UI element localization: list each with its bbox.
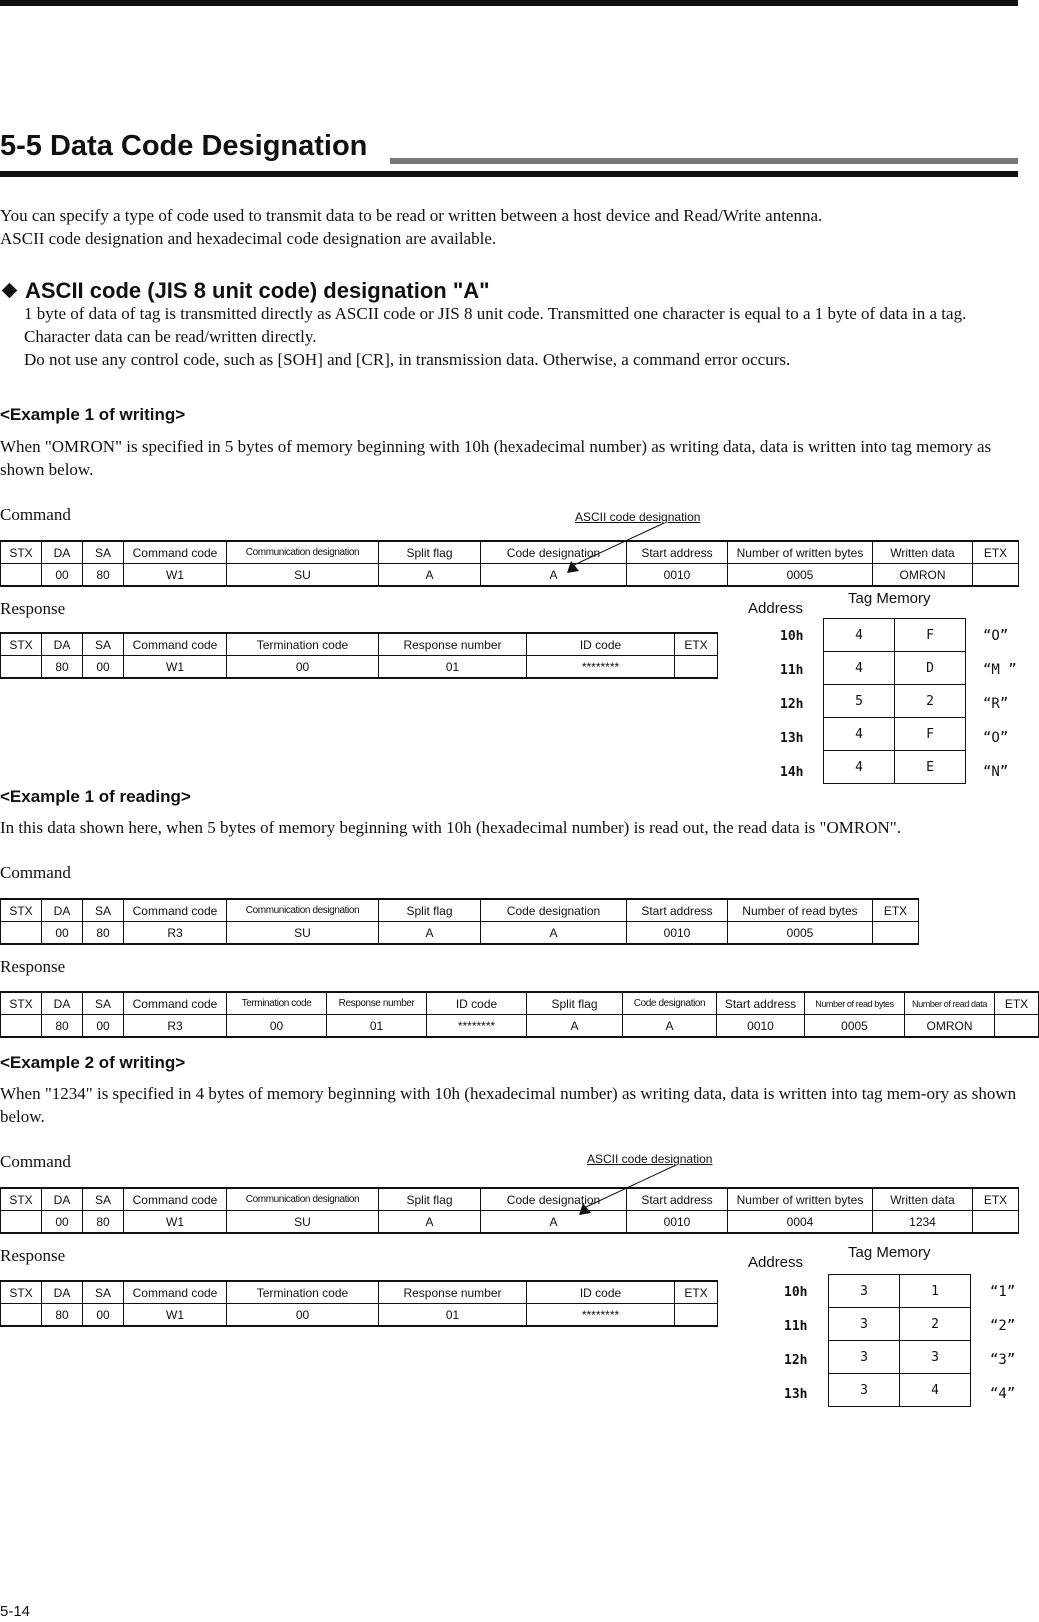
frame-header-cell: Split flag <box>379 899 481 922</box>
tag-char: “2” <box>990 1318 1016 1334</box>
tag-row <box>829 1308 971 1341</box>
frame-header-cell: ID code <box>527 633 675 656</box>
frame-header-cell: Number of read bytes <box>805 992 905 1015</box>
title-rule-thin <box>390 158 1018 164</box>
frame-value-cell: 00 <box>83 656 124 679</box>
ex2-write-title: <Example 2 of writing> <box>0 1053 186 1072</box>
frame-value-cell: 80 <box>42 656 83 679</box>
tag-char: “O” <box>983 628 1009 644</box>
tag-hi-nibble: 3 <box>829 1275 900 1308</box>
tag-row <box>824 718 966 751</box>
ex1-write-desc: When "OMRON" is specified in 5 bytes of memory beginning with 10h (hexadecimal number) as writing data, data is written into tag memory as shown below. <box>0 437 992 479</box>
frame-header-row <box>1 1188 1019 1211</box>
frame-header-cell: Start address <box>627 1188 728 1211</box>
frame-header-cell: ETX <box>995 992 1039 1015</box>
frame-value-cell: 0005 <box>805 1015 905 1038</box>
frame-header-cell: Command code <box>124 1188 227 1211</box>
tag-address: 13h <box>784 1387 808 1402</box>
tag-char: “O” <box>983 730 1009 746</box>
tag-row <box>829 1275 971 1308</box>
ex2-write-desc: When "1234" is specified in 4 bytes of memory beginning with 10h (hexadecimal number) as writing data, data is written into tag mem-ory as shown below. <box>0 1084 1017 1126</box>
ex1-read-response-label: Response <box>0 957 66 976</box>
frame-header-cell: Number of written bytes <box>728 1188 873 1211</box>
tag-address: 10h <box>780 629 804 644</box>
frame-value-cell: OMRON <box>873 564 973 587</box>
tag-address: 10h <box>784 1285 808 1300</box>
frame-header-cell: STX <box>1 633 42 656</box>
frame-value-cell: W1 <box>124 1211 227 1234</box>
frame-value-cell <box>675 1304 718 1327</box>
frame-header-cell: SA <box>83 541 124 564</box>
tag-row <box>829 1341 971 1374</box>
frame-header-cell: DA <box>42 541 83 564</box>
frame-header-cell: ID code <box>427 992 527 1015</box>
frame-value-cell: 80 <box>42 1015 83 1038</box>
frame-value-cell: A <box>481 1211 627 1234</box>
frame-header-cell: STX <box>1 1281 42 1304</box>
tag-address: 11h <box>780 663 804 678</box>
frame-header-cell: SA <box>83 899 124 922</box>
frame-value-cell: 80 <box>83 922 124 945</box>
ascii-para-1: 1 byte of data of tag is transmitted directly as ASCII code or JIS 8 unit code. Transmitted one character is equal to a 1 byte of data in a tag. Character data can be read/written directly. <box>24 304 967 346</box>
frame-header-cell: ETX <box>675 1281 718 1304</box>
frame-header-cell: Split flag <box>379 1188 481 1211</box>
frame-header-cell: Number of written bytes <box>728 541 873 564</box>
frame-value-cell: W1 <box>124 656 227 679</box>
ex1-write-title: <Example 1 of writing> <box>0 405 186 424</box>
frame-header-cell: STX <box>1 541 42 564</box>
frame-header-cell: Command code <box>124 633 227 656</box>
frame-header-cell: Start address <box>627 899 728 922</box>
ex2-write-command-frame <box>0 1187 1019 1234</box>
frame-header-cell: SA <box>83 1188 124 1211</box>
frame-value-cell: ******** <box>527 656 675 679</box>
frame-header-cell: ETX <box>675 633 718 656</box>
tag-hi-nibble: 4 <box>824 751 895 784</box>
tag-row <box>824 751 966 784</box>
frame-value-cell: 0010 <box>627 1211 728 1234</box>
frame-value-row <box>1 922 919 945</box>
frame-value-row <box>1 1211 1019 1234</box>
frame-header-row <box>1 899 919 922</box>
frame-value-cell: 80 <box>83 564 124 587</box>
frame-value-cell <box>1 922 42 945</box>
frame-value-cell: 0005 <box>728 922 873 945</box>
frame-value-cell: A <box>379 564 481 587</box>
frame-value-cell: SU <box>227 1211 379 1234</box>
frame-value-cell: 0005 <box>728 564 873 587</box>
frame-header-row <box>1 1281 718 1304</box>
frame-value-cell: 00 <box>42 564 83 587</box>
frame-value-cell: 80 <box>83 1211 124 1234</box>
frame-value-cell: 0004 <box>728 1211 873 1234</box>
frame-header-cell: Termination code <box>227 633 379 656</box>
ex1-read-title: <Example 1 of reading> <box>0 787 191 806</box>
tag-hi-nibble: 3 <box>829 1341 900 1374</box>
ex1-write-response-frame <box>0 632 718 679</box>
tag-char: “M ” <box>983 662 1017 678</box>
ex1-write-response-label: Response <box>0 599 66 618</box>
ex2-write-response-label: Response <box>0 1246 66 1265</box>
section-title: 5-5 Data Code Designation <box>0 130 368 162</box>
frame-header-cell: DA <box>42 899 83 922</box>
frame-value-cell: OMRON <box>905 1015 995 1038</box>
frame-header-cell: SA <box>83 992 124 1015</box>
frame-value-cell: 00 <box>227 656 379 679</box>
frame-header-cell: Code designation <box>481 1188 627 1211</box>
frame-value-cell: W1 <box>124 1304 227 1327</box>
frame-value-cell <box>973 564 1019 587</box>
frame-value-cell <box>973 1211 1019 1234</box>
frame-value-cell: 01 <box>379 1304 527 1327</box>
frame-value-cell <box>1 1304 42 1327</box>
frame-header-cell: Code designation <box>481 899 627 922</box>
frame-header-cell: DA <box>42 1281 83 1304</box>
title-rule <box>0 171 1018 177</box>
frame-header-cell: DA <box>42 633 83 656</box>
frame-value-cell: ******** <box>427 1015 527 1038</box>
frame-header-row <box>1 633 718 656</box>
frame-value-cell: 00 <box>42 1211 83 1234</box>
frame-header-cell: Communication designation <box>227 541 379 564</box>
tag-row <box>829 1374 971 1407</box>
tag-address: 14h <box>780 765 804 780</box>
ex1-write-command-label: Command <box>0 505 71 524</box>
frame-header-cell: DA <box>42 1188 83 1211</box>
frame-value-cell: 1234 <box>873 1211 973 1234</box>
tag-hi-nibble: 3 <box>829 1374 900 1407</box>
frame-header-cell: ETX <box>973 541 1019 564</box>
frame-value-cell: A <box>527 1015 623 1038</box>
frame-value-cell: R3 <box>124 922 227 945</box>
ex2-write-annotation: ASCII code designation <box>587 1152 713 1166</box>
tag-char: “4” <box>990 1386 1016 1402</box>
tag-address: 12h <box>784 1353 808 1368</box>
frame-value-cell: SU <box>227 922 379 945</box>
frame-value-cell: SU <box>227 564 379 587</box>
ex1-write-command-frame <box>0 540 1019 587</box>
frame-value-cell: 01 <box>379 656 527 679</box>
frame-value-cell: R3 <box>124 1015 227 1038</box>
ex1-address-label: Address <box>748 600 804 617</box>
frame-header-cell: Communication designation <box>227 899 379 922</box>
ex1-write-annotation: ASCII code designation <box>575 510 701 524</box>
tag-char: “1” <box>990 1284 1016 1300</box>
frame-header-cell: ID code <box>527 1281 675 1304</box>
tag-hi-nibble: 4 <box>824 718 895 751</box>
ascii-para-2: Do not use any control code, such as [SOH] and [CR], in transmission data. Otherwise, a command error occurs. <box>24 350 791 369</box>
frame-value-cell: 00 <box>83 1015 124 1038</box>
ex2-address-label: Address <box>748 1254 804 1271</box>
frame-value-cell: 00 <box>83 1304 124 1327</box>
tag-hi-nibble: 4 <box>824 619 895 652</box>
frame-header-cell: STX <box>1 992 42 1015</box>
diamond-bullet-icon <box>2 283 18 299</box>
tag-address: 11h <box>784 1319 808 1334</box>
frame-header-cell: Command code <box>124 1281 227 1304</box>
frame-header-cell: ETX <box>873 899 919 922</box>
frame-header-cell: Number of read data <box>905 992 995 1015</box>
frame-header-cell: SA <box>83 1281 124 1304</box>
frame-header-cell: Code designation <box>481 541 627 564</box>
frame-value-row <box>1 1304 718 1327</box>
frame-value-cell: 00 <box>227 1304 379 1327</box>
tag-lo-nibble: E <box>895 751 966 784</box>
page-number: 5-14 <box>0 1603 31 1620</box>
tag-address: 12h <box>780 697 804 712</box>
tag-lo-nibble: F <box>895 619 966 652</box>
frame-value-cell <box>1 1015 42 1038</box>
frame-value-cell <box>1 656 42 679</box>
ex1-read-command-frame <box>0 898 919 945</box>
frame-value-cell: 80 <box>42 1304 83 1327</box>
frame-value-cell: A <box>379 922 481 945</box>
frame-value-cell: A <box>481 564 627 587</box>
frame-header-cell: Communication designation <box>227 1188 379 1211</box>
frame-header-cell: SA <box>83 633 124 656</box>
frame-header-cell: Start address <box>717 992 805 1015</box>
frame-header-cell: Written data <box>873 541 973 564</box>
frame-value-cell: 00 <box>42 922 83 945</box>
frame-header-cell: STX <box>1 899 42 922</box>
frame-header-cell: Response number <box>327 992 427 1015</box>
tag-lo-nibble: 1 <box>900 1275 971 1308</box>
frame-value-cell <box>675 656 718 679</box>
frame-header-cell: Termination code <box>227 992 327 1015</box>
frame-value-cell <box>1 564 42 587</box>
frame-value-cell: 01 <box>327 1015 427 1038</box>
tag-hi-nibble: 4 <box>824 652 895 685</box>
frame-value-cell: A <box>379 1211 481 1234</box>
frame-value-cell: A <box>623 1015 717 1038</box>
tag-row <box>824 619 966 652</box>
frame-header-cell: Split flag <box>527 992 623 1015</box>
frame-header-cell: Split flag <box>379 541 481 564</box>
frame-value-row <box>1 564 1019 587</box>
frame-header-cell: Command code <box>124 899 227 922</box>
tag-lo-nibble: F <box>895 718 966 751</box>
frame-value-cell: 0010 <box>627 564 728 587</box>
tag-lo-nibble: 2 <box>895 685 966 718</box>
ascii-heading-text: ASCII code (JIS 8 unit code) designation "A" <box>25 278 490 303</box>
tag-lo-nibble: 2 <box>900 1308 971 1341</box>
ex2-tag-memory-label: Tag Memory <box>848 1244 931 1261</box>
frame-header-cell: ETX <box>973 1188 1019 1211</box>
tag-lo-nibble: 4 <box>900 1374 971 1407</box>
frame-header-cell: STX <box>1 1188 42 1211</box>
frame-value-cell: W1 <box>124 564 227 587</box>
tag-lo-nibble: 3 <box>900 1341 971 1374</box>
frame-header-row <box>1 541 1019 564</box>
frame-header-cell: Written data <box>873 1188 973 1211</box>
top-rule <box>0 0 1018 6</box>
frame-value-row <box>1 1015 1039 1038</box>
ex1-tag-memory-grid <box>823 618 966 784</box>
ex1-read-command-label: Command <box>0 863 71 882</box>
frame-value-row <box>1 656 718 679</box>
tag-hi-nibble: 5 <box>824 685 895 718</box>
tag-row <box>824 652 966 685</box>
frame-header-cell: Number of read bytes <box>728 899 873 922</box>
tag-hi-nibble: 3 <box>829 1308 900 1341</box>
frame-header-cell: Command code <box>124 541 227 564</box>
tag-row <box>824 685 966 718</box>
frame-header-cell: Response number <box>379 633 527 656</box>
frame-header-cell: Code designation <box>623 992 717 1015</box>
frame-value-cell: 0010 <box>627 922 728 945</box>
frame-value-cell <box>995 1015 1039 1038</box>
tag-char: “3” <box>990 1352 1016 1368</box>
intro-line-2: ASCII code designation and hexadecimal code designation are available. <box>0 229 497 248</box>
ex1-read-response-frame <box>0 991 1039 1038</box>
ex2-write-command-label: Command <box>0 1152 71 1171</box>
tag-address: 13h <box>780 731 804 746</box>
frame-header-cell: Termination code <box>227 1281 379 1304</box>
ex2-tag-memory-grid <box>828 1274 971 1407</box>
frame-header-cell: DA <box>42 992 83 1015</box>
frame-value-cell: A <box>481 922 627 945</box>
frame-header-cell: Command code <box>124 992 227 1015</box>
ex2-write-response-frame <box>0 1280 718 1327</box>
frame-value-cell: ******** <box>527 1304 675 1327</box>
tag-char: “N” <box>983 764 1009 780</box>
ascii-heading <box>0 278 490 304</box>
ex1-read-desc: In this data shown here, when 5 bytes of memory beginning with 10h (hexadecimal number) is read out, the read data is "OMRON". <box>0 818 901 837</box>
frame-header-cell: Response number <box>379 1281 527 1304</box>
frame-header-cell: Start address <box>627 541 728 564</box>
frame-value-cell: 00 <box>227 1015 327 1038</box>
frame-header-row <box>1 992 1039 1015</box>
tag-lo-nibble: D <box>895 652 966 685</box>
ex1-tag-memory-label: Tag Memory <box>848 590 931 607</box>
frame-value-cell <box>1 1211 42 1234</box>
tag-char: “R” <box>983 696 1009 712</box>
frame-value-cell: 0010 <box>717 1015 805 1038</box>
frame-value-cell <box>873 922 919 945</box>
intro-line-1: You can specify a type of code used to transmit data to be read or written between a host device and Read/Write antenna. <box>0 206 823 225</box>
